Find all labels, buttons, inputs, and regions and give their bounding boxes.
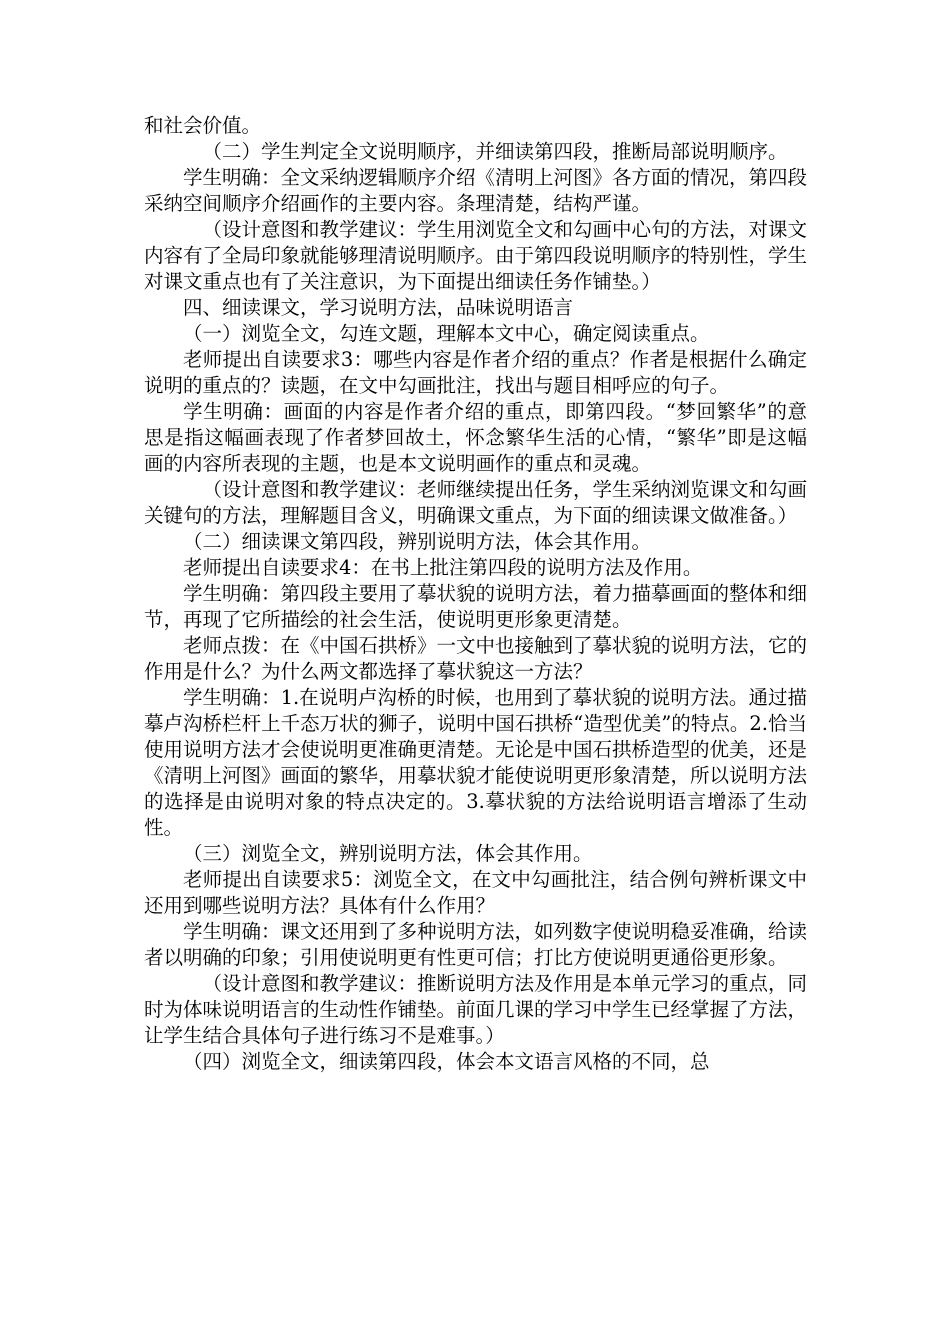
paragraph-19: （四）浏览全文，细读第四段，体会本文语言风格的不同，总 [183,1050,710,1073]
paragraph-1: 和社会价值。 [144,114,262,137]
paragraph-17: 学生明确：课文还用到了多种说明方法，如列数字使说明稳妥准确，给读者以明确的印象；引用使说明更有性更可信；打比方使说明更通俗更形象。 [144,920,808,969]
paragraph-4: （设计意图和教学建议：学生用浏览全文和勾画中心句的方法，对课文内容有了全局印象就能够理清说明顺序。由于第四段说明顺序的特别性，学生对课文重点也有了关注意识，为下面提出细读任务作铺垫。） [144,218,808,293]
paragraph-13: 老师点拨：在《中国石拱桥》一文中也接触到了摹状貌的说明方法，它的作用是什么？为什么两文都选择了摹状貌这一方法？ [144,634,808,683]
paragraph-3: 学生明确：全文采纳逻辑顺序介绍《清明上河图》各方面的情况，第四段采纳空间顺序介绍画作的主要内容。条理清楚，结构严谨。 [144,166,808,215]
paragraph-12: 学生明确：第四段主要用了摹状貌的说明方法，着力描摹画面的整体和细节，再现了它所描绘的社会生活，使说明更形象更清楚。 [144,582,808,631]
document-page [144,113,807,1075]
paragraph-14: 学生明确：1.在说明卢沟桥的时候，也用到了摹状貌的说明方法。通过描摹卢沟桥栏杆上千态万状的狮子，说明中国石拱桥“造型优美”的特点。2.恰当使用说明方法才会使说明更准确更清楚。无论是中国石拱桥造型的优美，还是《清明上河图》画面的繁华，用摹状貌才能使说明更形象清楚，所以说明方法的选择是由说明对象的特点决定的。3.摹状貌的方法给说明语言增添了生动性。 [144,686,808,839]
paragraph-11: 老师提出自读要求4：在书上批注第四段的说明方法及作用。 [183,556,703,579]
paragraph-9: （设计意图和教学建议：老师继续提出任务，学生采纳浏览课文和勾画关键句的方法，理解题目含义，明确课文重点，为下面的细读课文做准备。） [144,478,808,527]
paragraph-5: 四、细读课文，学习说明方法，品味说明语言 [183,296,574,319]
paragraph-2: （二）学生判定全文说明顺序，并细读第四段，推断局部说明顺序。 [202,140,788,163]
paragraph-16: 老师提出自读要求5：浏览全文，在文中勾画批注，结合例句辨析课文中还用到哪些说明方法？具体有什么作用？ [144,868,807,917]
paragraph-7: 老师提出自读要求3：哪些内容是作者介绍的重点？作者是根据什么确定说明的重点的？读题，在文中勾画批注，找出与题目相呼应的句子。 [144,348,807,397]
paragraph-15: （三）浏览全文，辨别说明方法，体会其作用。 [183,842,593,865]
paragraph-8: 学生明确：画面的内容是作者介绍的重点，即第四段。“梦回繁华”的意思是指这幅画表现了作者梦回故土，怀念繁华生活的心情，“繁华”即是这幅画的内容所表现的主题，也是本文说明画作的重点和灵魂。 [144,400,807,475]
paragraph-10: （二）细读课文第四段，辨别说明方法，体会其作用。 [183,530,652,553]
paragraph-6: （一）浏览全文，勾连文题，理解本文中心，确定阅读重点。 [183,322,710,345]
paragraph-18: （设计意图和教学建议：推断说明方法及作用是本单元学习的重点，同时为体味说明语言的生动性作铺垫。前面几课的学习中学生已经掌握了方法，让学生结合具体句子进行练习不是难事。） [144,972,808,1047]
